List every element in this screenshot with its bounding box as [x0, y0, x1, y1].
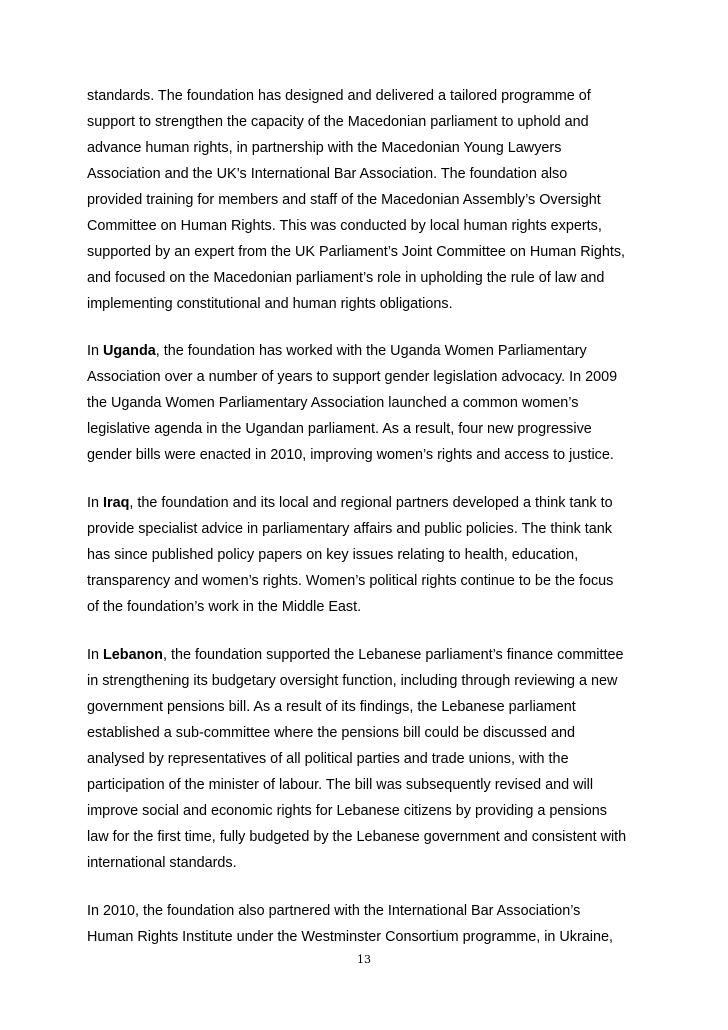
line-text: participation of the minister of labour. The bill was subsequently revised and will [87, 777, 594, 793]
line-text: provide specialist advice in parliamentary affairs and public policies. The think tank [87, 521, 613, 537]
line-text: Association and the UK’s International Bar Association. The foundation also [87, 166, 568, 182]
line-text: legislative agenda in the Ugandan parliament. As a result, four new progressive [87, 421, 592, 437]
text-line [87, 724, 575, 742]
country-name: Lebanon [103, 647, 163, 663]
line-text: implementing constitutional and human rights obligations. [87, 296, 453, 312]
line-prefix: In [87, 343, 103, 359]
line-prefix: In [87, 647, 103, 663]
line-text: Human Rights Institute under the Westminster Consortium programme, in Ukraine, [87, 929, 614, 945]
text-line [87, 854, 237, 872]
text-line [87, 165, 567, 183]
text-line [87, 572, 613, 590]
line-text: in strengthening its budgetary oversight function, including through reviewing a new [87, 673, 618, 689]
line-text: , the foundation supported the Lebanese parliament’s finance committee [162, 647, 624, 663]
text-line [87, 394, 578, 412]
line-text: of the foundation’s work in the Middle East. [87, 599, 362, 615]
line-text: improve social and economic rights for Lebanese citizens by providing a pensions [87, 803, 607, 819]
line-text: In 2010, the foundation also partnered with the International Bar Association’s [87, 903, 581, 919]
text-line [87, 672, 617, 690]
line-text: gender bills were enacted in 2010, improving women’s rights and access to justice. [87, 447, 614, 463]
text-line [87, 191, 601, 209]
line-prefix: In [87, 495, 103, 511]
line-text: provided training for members and staff of the Macedonian Assembly’s Oversight [87, 192, 601, 208]
text-line [87, 828, 626, 846]
line-text: supported by an expert from the UK Parliament’s Joint Committee on Human Rights, [87, 244, 626, 260]
line-text: advance human rights, in partnership with the Macedonian Young Lawyers [87, 140, 562, 156]
line-text: , the foundation has worked with the Uganda Women Parliamentary [155, 343, 587, 359]
line-text: law for the first time, fully budgeted by the Lebanese government and consistent with [87, 829, 627, 845]
text-line [87, 494, 613, 512]
country-name: Iraq [103, 495, 130, 511]
text-line [87, 928, 613, 946]
text-line [87, 87, 591, 105]
text-line [87, 520, 612, 538]
line-text: Committee on Human Rights. This was conducted by local human rights experts, [87, 218, 602, 234]
text-line [87, 802, 607, 820]
text-line [87, 368, 617, 386]
line-text: established a sub-committee where the pensions bill could be discussed and [87, 725, 575, 741]
line-text: the Uganda Women Parliamentary Association launched a common women’s [87, 395, 579, 411]
text-line [87, 646, 624, 664]
text-line [87, 269, 604, 287]
text-line [87, 139, 561, 157]
line-text: , the foundation and its local and regional partners developed a think tank to [129, 495, 613, 511]
text-line [87, 546, 578, 564]
text-line [87, 295, 453, 313]
text-line [87, 902, 580, 920]
text-line [87, 698, 576, 716]
text-line [87, 776, 593, 794]
line-text: Association over a number of years to support gender legislation advocacy. In 2009 [87, 369, 618, 385]
line-text: standards. The foundation has designed and delivered a tailored programme of [87, 88, 591, 104]
text-line [87, 598, 361, 616]
line-text: government pensions bill. As a result of its findings, the Lebanese parliament [87, 699, 576, 715]
page-number: 13 [357, 953, 371, 966]
text-line [87, 217, 602, 235]
line-text: analysed by representatives of all political parties and trade unions, with the [87, 751, 569, 767]
line-text: and focused on the Macedonian parliament’s role in upholding the rule of law and [87, 270, 605, 286]
line-text: support to strengthen the capacity of the Macedonian parliament to uphold and [87, 114, 589, 130]
text-line [87, 446, 614, 464]
text-line [87, 342, 587, 360]
text-line [87, 420, 592, 438]
line-text: international standards. [87, 855, 237, 871]
text-line [87, 750, 569, 768]
country-name: Uganda [103, 343, 156, 359]
line-text: transparency and women’s rights. Women’s political rights continue to be the focus [87, 573, 614, 589]
text-line [87, 113, 589, 131]
text-line [87, 243, 625, 261]
line-text: has since published policy papers on key issues relating to health, education, [87, 547, 579, 563]
